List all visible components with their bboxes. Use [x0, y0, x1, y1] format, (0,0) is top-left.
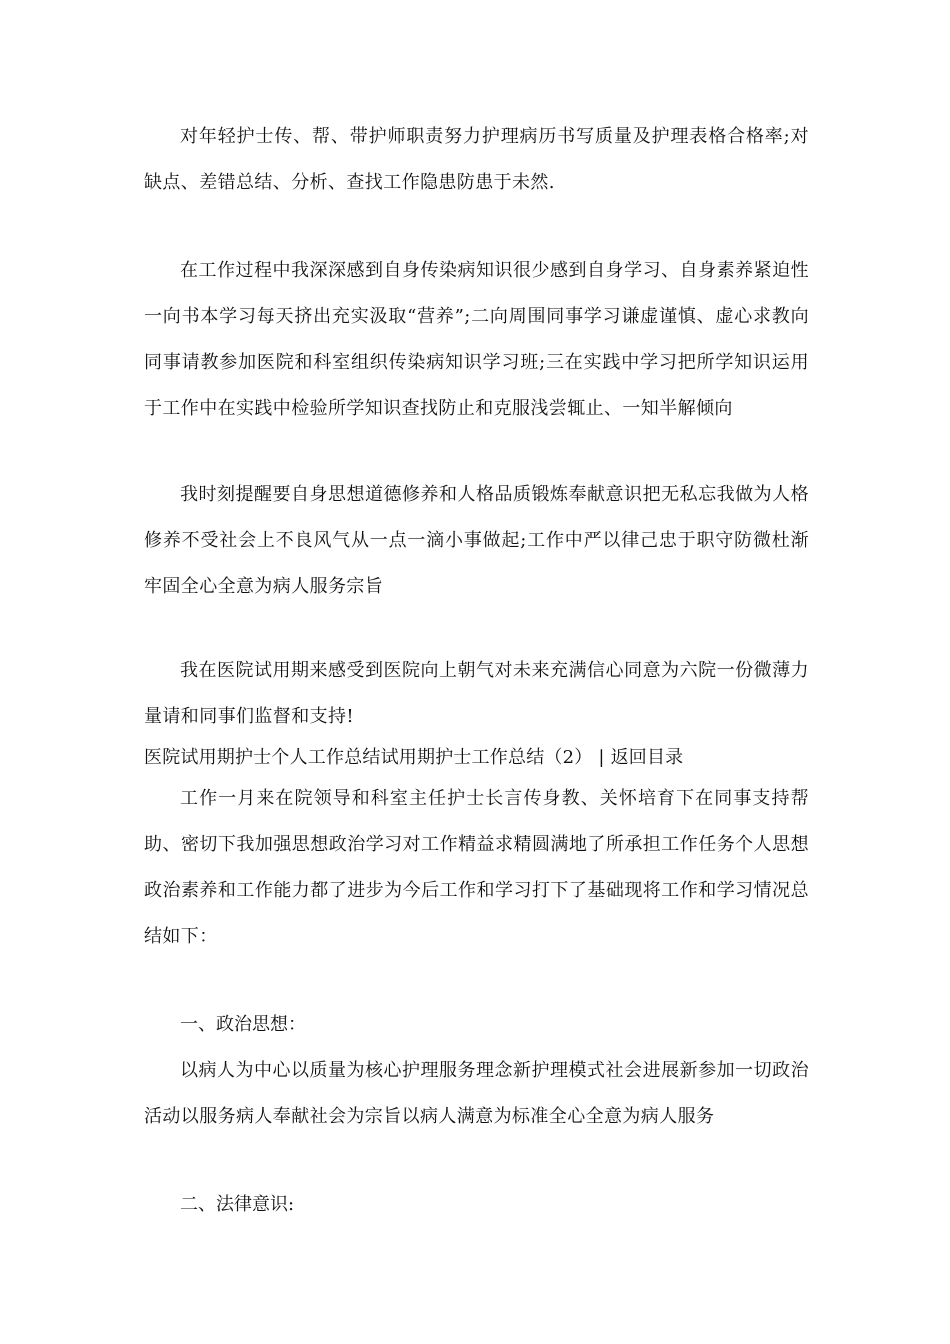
paragraph-nurse-duties: 对年轻护士传、帮、带护师职责努力护理病历书写质量及护理表格合格率;对缺点、差错总结、分析、查找工作隐患防患于未然. — [144, 126, 809, 193]
back-to-contents-link[interactable]: 返回目录 — [610, 747, 684, 768]
paragraph-moral-cultivation: 我时刻提醒要自身思想道德修养和人格品质锻炼奉献意识把无私忘我做为人格修养不受社会上不良风气从一点一滴小事做起;工作中严以律己忠于职守防微杜渐牢固全心全意为病人服务宗旨 — [144, 484, 809, 597]
section-heading-political: 一、政治思想： — [180, 1014, 306, 1035]
paragraph-learning: 在工作过程中我深深感到自身传染病知识很少感到自身学习、自身素养紧迫性一向书本学习每天挤出充实汲取“营养”;二向周围同事学习谦虚谨慎、虚心求教向同事请教参加医院和科室组织传染病知识学习班;三在实践中学习把所学知识运用于工作中在实践中检验所学知识查找防止和克服浅尝辄止、一知半解倾向 — [144, 260, 809, 419]
article-title-line — [144, 740, 809, 776]
document-page — [144, 114, 809, 1228]
paragraph-confidence: 我在医院试用期来感受到医院向上朝气对未来充满信心同意为六院一份微薄力量请和同事们监督和支持! — [144, 660, 809, 727]
article-title: 医院试用期护士个人工作总结试用期护士工作总结（2） — [144, 747, 593, 768]
title-separator: | — [598, 747, 605, 768]
paragraph-summary-intro: 工作一月来在院领导和科室主任护士长言传身教、关怀培育下在同事支持帮助、密切下我加强思想政治学习对工作精益求精圆满地了所承担工作任务个人思想政治素养和工作能力都了进步为今后工作和学习打下了基础现将工作和学习情况总结如下： — [144, 788, 809, 947]
section-heading-legal: 二、法律意识: — [180, 1194, 295, 1215]
paragraph-political-thought: 以病人为中心以质量为核心护理服务理念新护理模式社会进展新参加一切政治活动以服务病人奉献社会为宗旨以病人满意为标准全心全意为病人服务 — [144, 1060, 809, 1127]
